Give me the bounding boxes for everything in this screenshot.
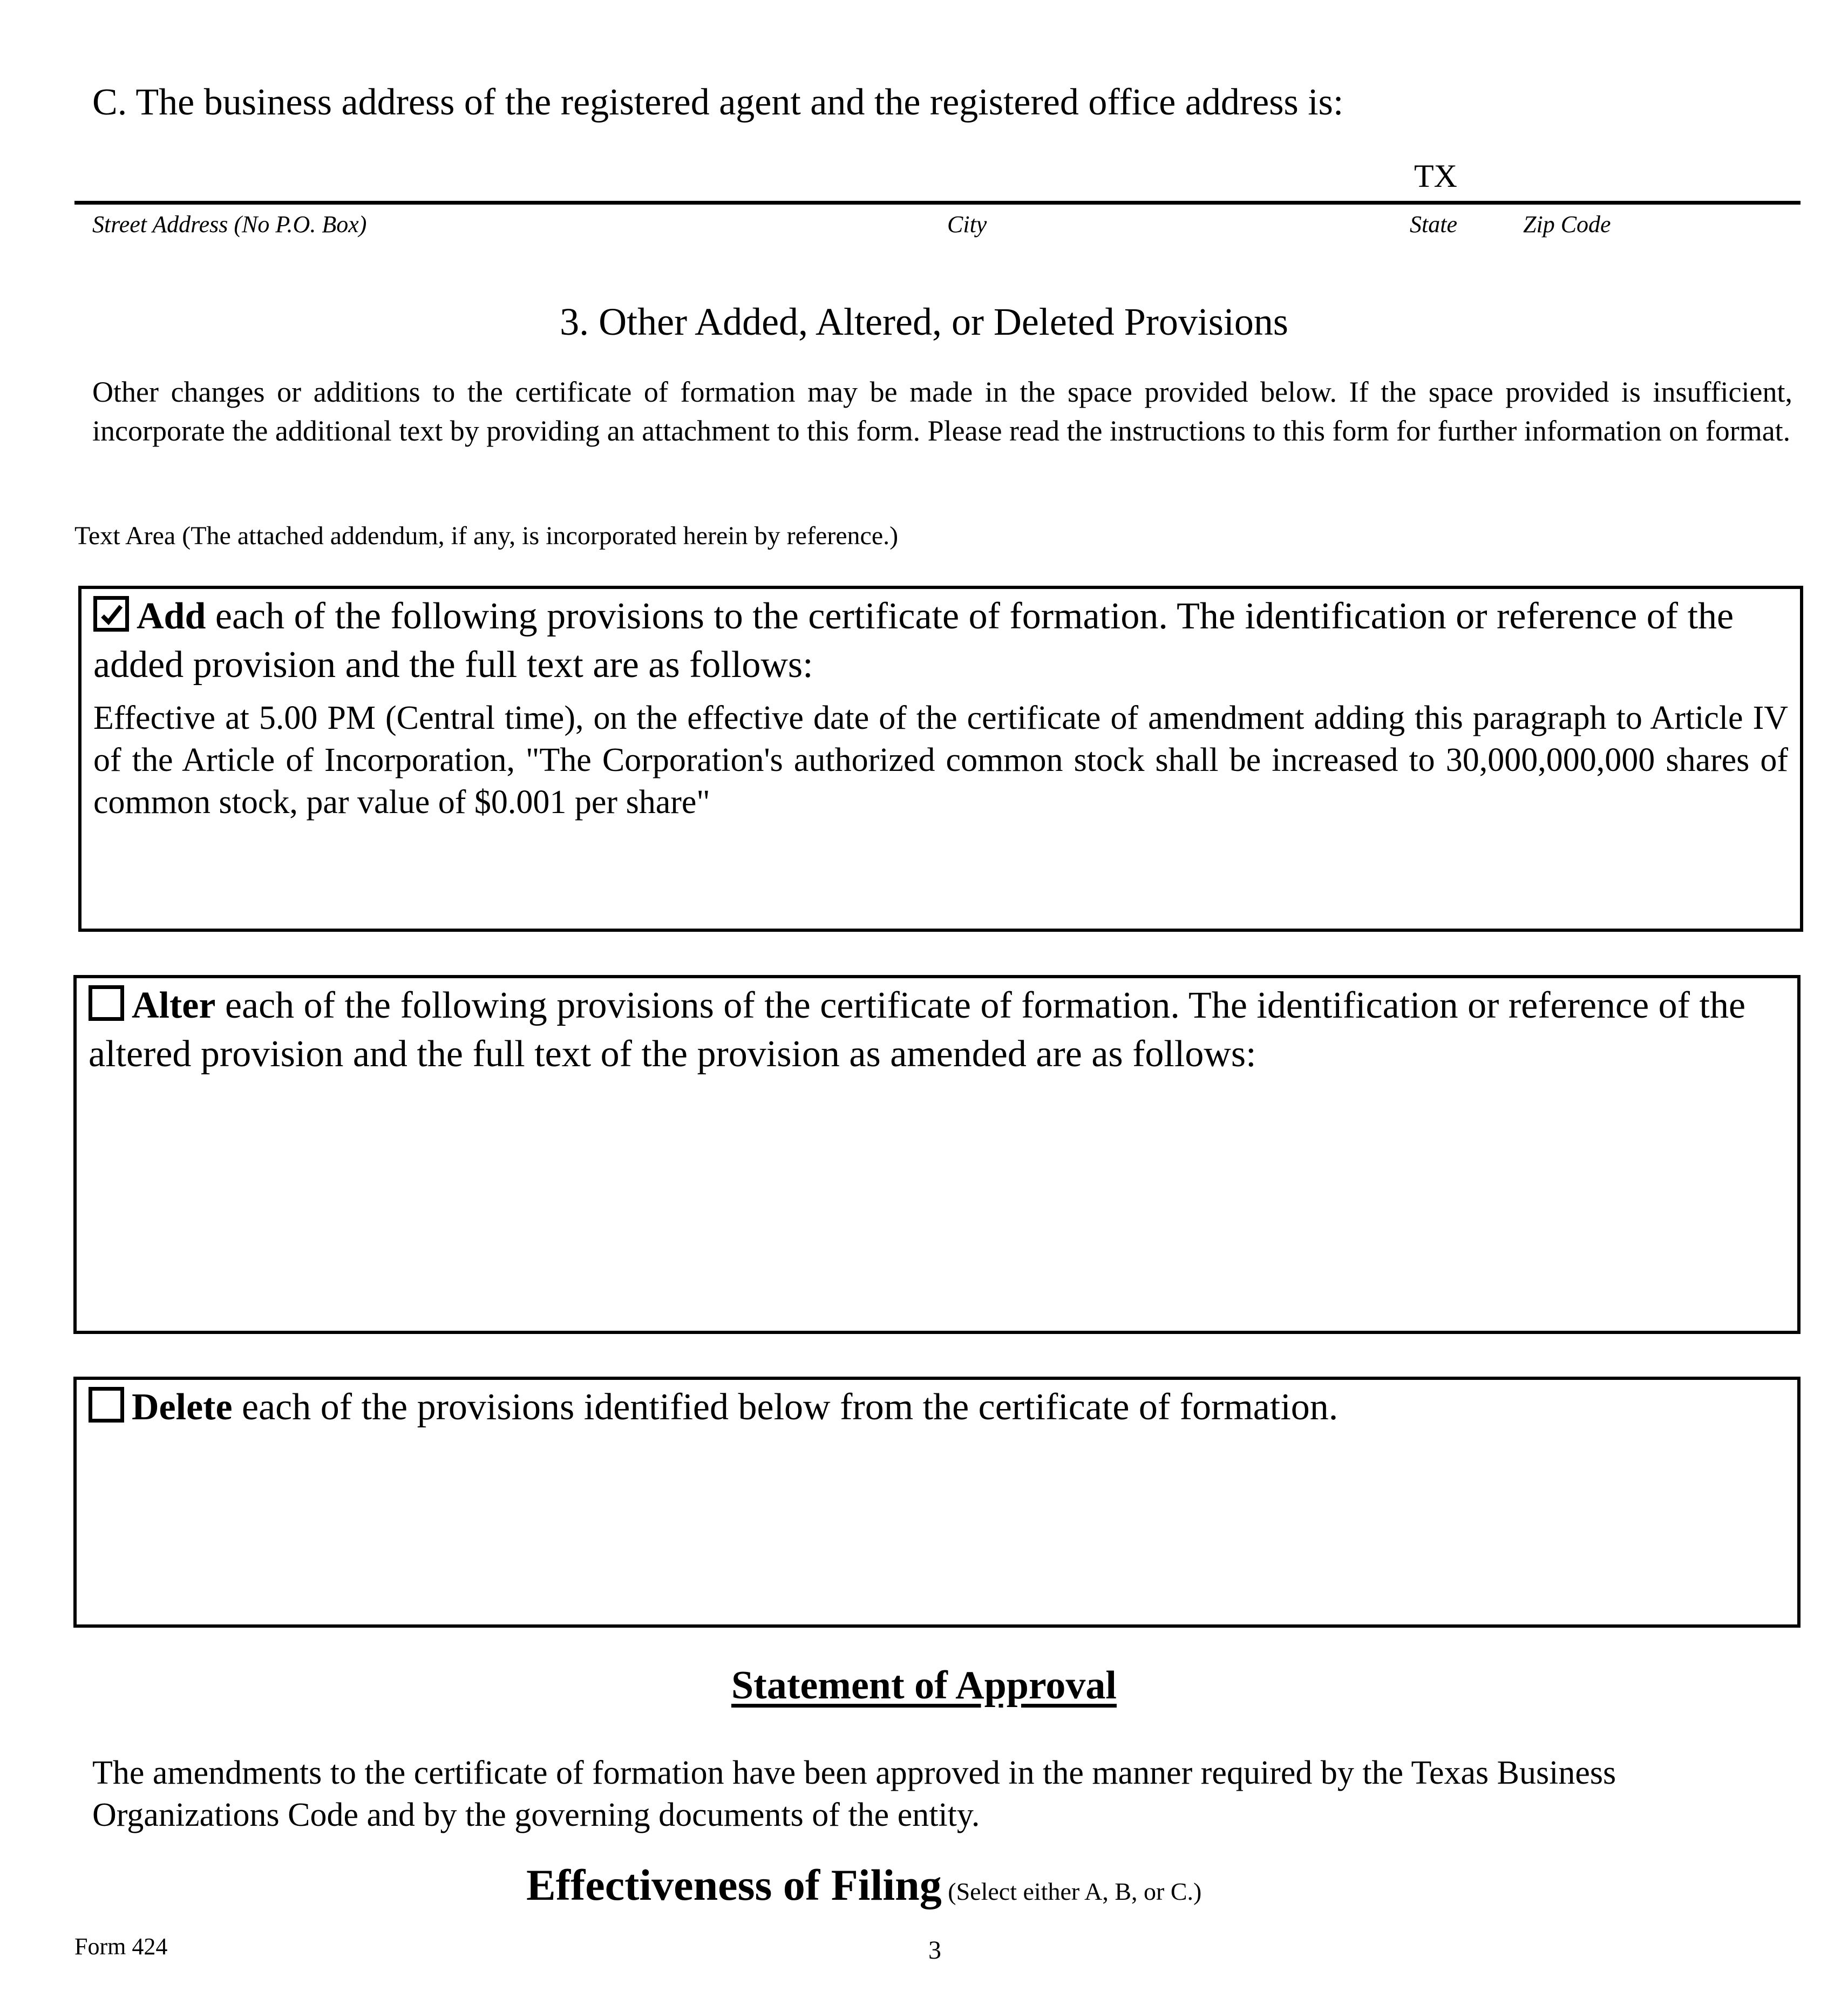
state-field[interactable] — [1414, 158, 1500, 200]
section-3-heading: 3. Other Added, Altered, or Deleted Provisions — [560, 300, 1288, 343]
add-provision-text[interactable]: Effective at 5.00 PM (Central time), on the effective date of the certificate of amendment adding this paragraph to Article IV of the Article of Incorporation, "The Corporation's authorized common stock shall be increased to 30,000,000,000 shares of common stock, par value of $0.001 per share" — [93, 700, 1788, 821]
alter-provision-text[interactable] — [77, 1079, 1797, 1086]
delete-keyword: Delete — [132, 1386, 233, 1428]
delete-checkbox[interactable] — [89, 1387, 124, 1423]
add-provision-box[interactable] — [78, 586, 1803, 932]
form-number: Form 424 — [74, 1933, 168, 1960]
delete-provision-header — [77, 1380, 1762, 1432]
add-checkbox[interactable] — [93, 596, 129, 632]
alter-keyword: Alter — [132, 985, 216, 1026]
add-keyword: Add — [137, 595, 206, 637]
city-field[interactable] — [918, 162, 1392, 200]
effectiveness-subheading: (Select either A, B, or C.) — [941, 1878, 1202, 1905]
statement-of-approval-heading: Statement of Approval — [731, 1663, 1117, 1708]
zip-code-label: Zip Code — [1523, 211, 1611, 238]
statement-of-approval-body: The amendments to the certificate of formation have been approved in the manner required by the Texas Business Organizations Code and by the governing documents of the entity. — [92, 1755, 1616, 1833]
delete-provision-box[interactable] — [73, 1377, 1801, 1628]
add-description: each of the following provisions to the certificate of formation. The identification or reference of the added provision and the full text are as follows: — [93, 595, 1734, 686]
effectiveness-heading — [526, 1860, 1201, 1911]
street-address-label: Street Address (No P.O. Box) — [92, 211, 367, 238]
delete-provision-text[interactable] — [77, 1432, 1797, 1439]
add-provision-header — [81, 589, 1767, 689]
text-area-label: Text Area (The attached addendum, if any, is incorporated herein by reference.) — [74, 522, 899, 550]
page-number: 3 — [928, 1936, 941, 1965]
state-value: TX — [1414, 158, 1457, 194]
state-label: State — [1410, 211, 1457, 238]
alter-description: each of the following provisions of the certificate of formation. The identification or reference of the altered provision and the full text of the provision as amended are as follows: — [89, 985, 1746, 1075]
address-underline — [74, 201, 1801, 205]
alter-provision-header — [77, 978, 1762, 1079]
alter-provision-box[interactable] — [73, 975, 1801, 1334]
checkmark-icon — [100, 603, 123, 626]
section-3-instructions: Other changes or additions to the certificate of formation may be made in the space provided below. If the space provided is insufficient, incorporate the additional text by providing an attachment to this form. Please read the instructions to this form for further information on format. — [92, 376, 1792, 447]
section-c-heading: C. The business address of the registered agent and the registered office address is: — [92, 82, 1344, 123]
alter-checkbox[interactable] — [89, 985, 124, 1021]
city-label: City — [947, 211, 987, 238]
effectiveness-title: Effectiveness of Filing — [526, 1860, 942, 1909]
delete-description: each of the provisions identified below from the certificate of formation. — [232, 1386, 1339, 1428]
street-address-field[interactable] — [92, 162, 902, 200]
zip-code-field[interactable] — [1517, 162, 1786, 200]
